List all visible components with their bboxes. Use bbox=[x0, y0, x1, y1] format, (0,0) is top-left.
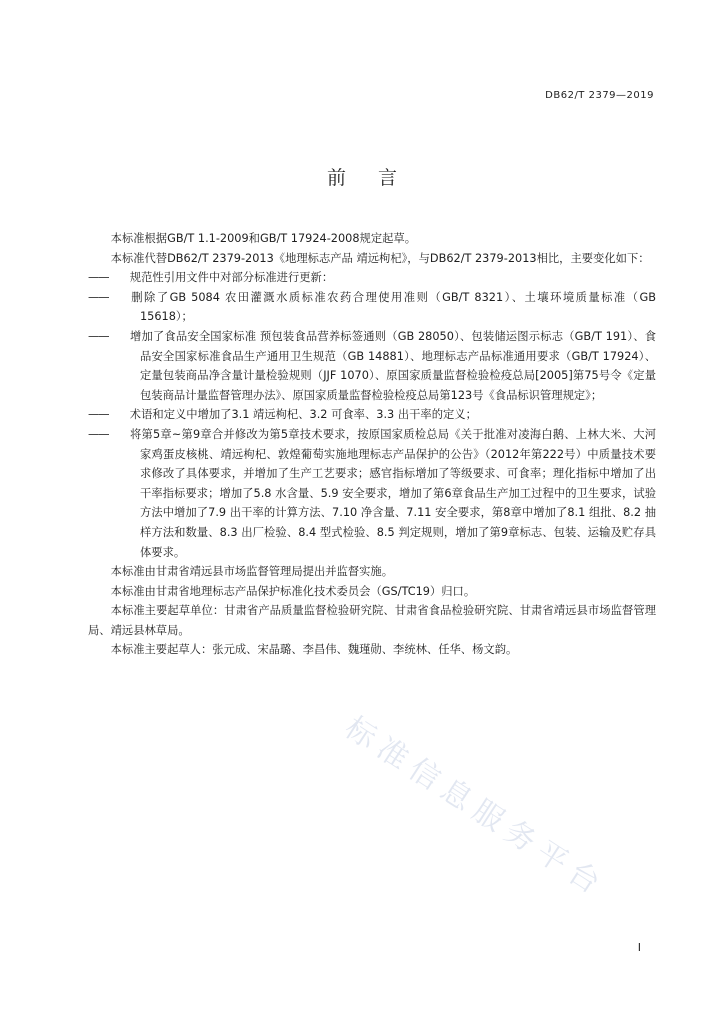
paragraph-proposer: 本标准由甘肃省靖远县市场监督管理局提出并监督实施。 bbox=[110, 565, 394, 579]
list-item bbox=[88, 288, 656, 327]
paragraph-drafters: 本标准主要起草人：张元成、宋晶璐、李昌伟、魏瑾勋、李统林、任华、杨文韵。 bbox=[110, 643, 518, 657]
dash-marker: —— bbox=[88, 271, 109, 285]
paragraph-replacement: 本标准代替DB62/T 2379-2013《地理标志产品 靖远枸杞》，与DB62/T 2379-2013相比，主要变化如下： bbox=[110, 251, 650, 265]
list-item bbox=[88, 425, 656, 562]
document-code: DB62/T 2379—2019 bbox=[545, 90, 654, 101]
list-item bbox=[88, 405, 656, 425]
watermark: 标准信息服务平台 bbox=[338, 710, 613, 906]
paragraph-drafting-basis: 本标准根据GB/T 1.1-2009和GB/T 17924-2008规定起草。 bbox=[110, 232, 417, 245]
preface-body bbox=[88, 229, 656, 660]
list-item-text: 规范性引用文件中对部分标准进行更新： bbox=[129, 271, 334, 285]
list-item-text: 将第5章~第9章合并修改为第5章技术要求，按原国家质检总局《关于批准对凌海白鹅、上林大米、大河家鸡蛋皮核桃、靖远枸杞、敦煌葡萄实施地理标志产品保护的公告》（2012年第222号）中质量技术要求修改了具体要求，并增加了生产工艺要求；感官指标增加了等级要求、可食率；理化指标中增加了出干率指标要求；增加了5.8 水含量、5.9 安全要求，增加了第6章食品生产加工过程中的卫生要求，试验方法中增加了7.9 出干率的计算方法、7.10 净含量、7.11 安全要求，第8章中增加了8.1 组批、8.2 抽样方法和数量、8.3 出厂检验、8.4 型式检验、8.5 判定规则，增加了第9章标志、包装、运输及贮存具体要求。 bbox=[129, 427, 656, 559]
paragraph-drafting-units: 本标准主要起草单位：甘肃省产品质量监督检验研究院、甘肃省食品检验研究院、甘肃省靖远县市场监督管理局、靖远县林草局。 bbox=[88, 604, 656, 637]
dash-marker: —— bbox=[88, 290, 109, 304]
page-number: I bbox=[637, 941, 641, 954]
list-item bbox=[88, 327, 656, 405]
paragraph-committee: 本标准由甘肃省地理标志产品保护标准化技术委员会（GS/TC19）归口。 bbox=[110, 584, 476, 598]
list-item-text: 术语和定义中增加了3.1 靖远枸杞、3.2 可食率、3.3 出干率的定义； bbox=[129, 408, 477, 422]
list-item bbox=[88, 268, 656, 288]
dash-marker: —— bbox=[88, 408, 109, 422]
dash-marker: —— bbox=[88, 427, 109, 441]
list-item-text: 增加了食品安全国家标准 预包装食品营养标签通则（GB 28050）、包装储运图示标志（GB/T 191）、食品安全国家标准食品生产通用卫生规范（GB 14881）、地理标志产品标准通用要求（GB/T 17924）、定量包装商品净含量计量检验规则（JJF 1070）、原国家质量监督检验检疫总局[2005]第75号令《定量包装商品计量监督管理办法》、原国家质量监督检验检疫总局第123号《食品标识管理规定》； bbox=[129, 329, 656, 402]
list-item-text: 删除了GB 5084 农田灌溉水质标准农药合理使用准则（GB/T 8321）、土壤环境质量标准（GB 15618）； bbox=[129, 290, 656, 324]
dash-marker: —— bbox=[88, 329, 109, 343]
page-title: 前言 bbox=[326, 167, 429, 189]
